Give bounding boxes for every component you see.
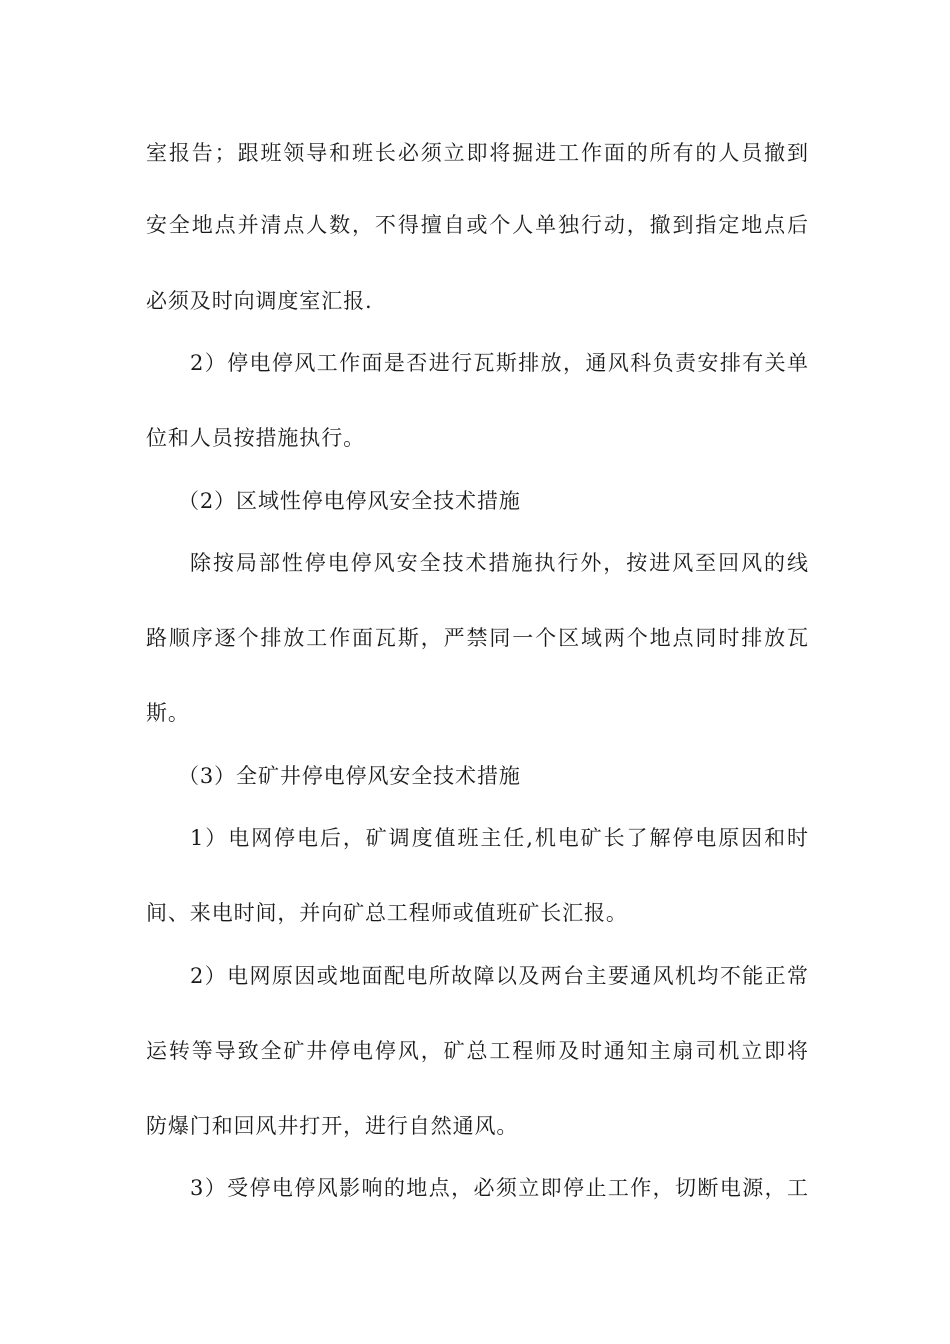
- paragraph-line: 2）电网原因或地面配电所故障以及两台主要通风机均不能正常: [190, 964, 808, 988]
- paragraph-line: 运转等导致全矿井停电停风，矿总工程师及时通知主扇司机立即将: [146, 1039, 808, 1063]
- paragraph-line: 除按局部性停电停风安全技术措施执行外，按进风至回风的线: [190, 551, 808, 575]
- paragraph-line: 间、来电时间，并向矿总工程师或值班矿长汇报。: [146, 901, 628, 925]
- paragraph-line: 路顺序逐个排放工作面瓦斯，严禁同一个区域两个地点同时排放瓦: [146, 626, 808, 650]
- section-heading: （2）区域性停电停风安全技术措施: [178, 489, 521, 513]
- paragraph-line: 必须及时向调度室汇报.: [146, 289, 373, 313]
- paragraph-line: 室报告；跟班领导和班长必须立即将掘进工作面的所有的人员撤到: [146, 141, 808, 165]
- paragraph-line: 位和人员按措施执行。: [146, 426, 365, 450]
- paragraph-line: 斯。: [146, 701, 190, 725]
- paragraph-line: 防爆门和回风井打开，进行自然通风。: [146, 1114, 519, 1138]
- paragraph-line: 2）停电停风工作面是否进行瓦斯排放，通风科负责安排有关单: [190, 351, 808, 375]
- paragraph-line: 安全地点并清点人数，不得擅自或个人单独行动，撤到指定地点后: [146, 213, 808, 237]
- paragraph-line: 3）受停电停风影响的地点，必须立即停止工作，切断电源，工: [190, 1176, 808, 1200]
- paragraph-line: 1）电网停电后，矿调度值班主任,机电矿长了解停电原因和时: [190, 826, 808, 850]
- section-heading: （3）全矿井停电停风安全技术措施: [178, 764, 521, 788]
